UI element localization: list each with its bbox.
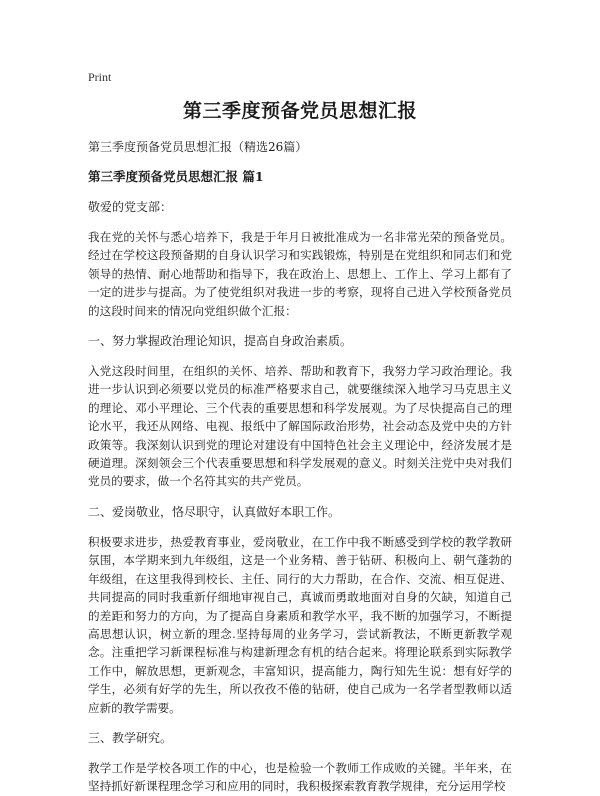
document-title: 第三季度预备党员思想汇报	[182, 100, 417, 122]
salutation: 敬爱的党支部：	[88, 200, 173, 214]
heading-job-dedication: 二、爱岗敬业，恪尽职守，认真做好本职工作。	[88, 504, 341, 519]
political-theory-paragraph: 入党这段时间里，在组织的关怀、培养、帮助和教育下，我努力学习政治理论。我进一步认识到必须要以党员的标准严格要求自己，就要继续深入地学习马克思主义的理论、邓小平理论、三个代表的重要思想和科学发展观。为了尽快提高自己的理论水平，我还从网络、电视、报纸中了解国际政治形势，社会动态及党中央的方针政策等。我深刻认识到党的理论对建设有中国特色社会主义理论中，经济发展才是硬道理。深刻领会三个代表重要思想和科学发展观的意义。时刻关注党中央对我们党员的要求，做一个名符其实的共产党员。	[88, 364, 512, 489]
job-dedication-paragraph: 积极要求进步，热爱教育事业，爱岗敬业，在工作中我不断感受到学校的教学教研氛围，本学期来到九年级组，这是一个业务精、善于钻研、积极向上、朝气蓬勃的年级组，在这里我得到校长、主任、同行的大力帮助，在合作、交流、相互促进、共同提高的同时我重新仔细地审视自己，真诚而勇敢地面对自身的欠缺，知道自己的差距和努力的方向，为了提高自身素质和教学水平，我不断的加强学习，不断提高思想认识，树立新的理念.坚持每周的业务学习，尝试新教法，不断更新教学观念。注重把学习新课程标准与构建新理念有机的结合起来。将理论联系到实际教学工作中，解放思想，更新观念，丰富知识，提高能力，陶行知先生说：想有好学的学生，必须有好学的先生，所以孜孜不倦的钻研，使自己成为一名学者型教师以适应新的教学需要。	[88, 534, 512, 715]
intro-paragraph: 我在党的关怀与悉心培养下，我是于年月日被批准成为一名非常光荣的预备党员。经过在学校这段预备期的自身认识学习和实践锻炼，特别是在党组织和同志们和党领导的热情、耐心地帮助和指导下，我在政治上、思想上、工作上、学习上都有了一定的进步与提高。为了使党组织对我进一步的考察，现将自己进入学校预备党员的这段时间来的情况向党组织做个汇报：	[88, 230, 512, 318]
heading-political-theory: 一、努力掌握政治理论知识，提高自身政治素质。	[88, 334, 353, 349]
section-heading: 第三季度预备党员思想汇报 篇1	[88, 169, 264, 184]
teaching-research-paragraph: 教学工作是学校各项工作的中心，也是检验一个教师工作成败的关键。半年来，在坚持抓好新课程理念学习和应用的同时，我积极探索教育教学规律，充分运用学校	[88, 760, 512, 794]
print-label[interactable]: Print	[88, 70, 112, 84]
heading-teaching-research: 三、教学研究。	[88, 730, 173, 745]
document-subtitle: 第三季度预备党员思想汇报（精选26篇）	[88, 140, 308, 154]
